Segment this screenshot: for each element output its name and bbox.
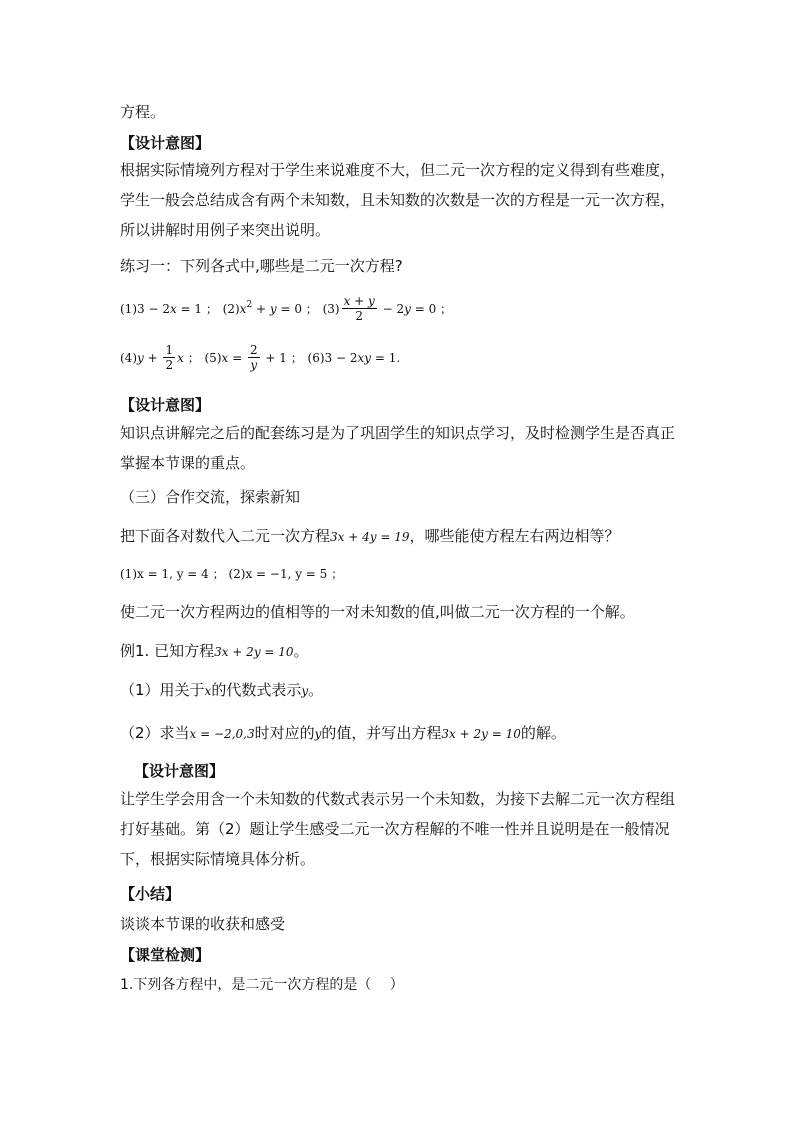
value-pairs: (1)x = 1, y = 4 ； (2)x = −1, y = 5 ； (120, 567, 344, 581)
question-line: 把下面各对数代入二元一次方程3x + 4y = 19，哪些能使方程左右两边相等？ (120, 527, 620, 545)
test-question-1: 1.下列各方程中，是二元一次方程的是（ ） (120, 977, 404, 993)
paragraph-design-intent: 知识点讲解完之后的配套练习是为了巩固学生的知识点学习，及时检测学生是否真正掌握本节课的重点。 (120, 424, 676, 472)
subquestion-1: （1）用关于x的代数式表示y。 (120, 681, 324, 699)
paragraph-design-intent: 让学生学会用含一个未知数的代数式表示另一个未知数，为接下去解二元一次方程组打好基础。第（2）题让学生感受二元一次方程解的不唯一性并且说明是在一般情况下，根据实际情境具体分析。 (120, 790, 676, 868)
exercise-title: 练习一：下列各式中,哪些是二元一次方程? (120, 257, 403, 275)
fraction: $\frac{x + y}{2}$ (343, 294, 375, 323)
summary-text: 谈谈本节课的收获和感受 (120, 915, 286, 933)
section-title: （三）合作交流，探索新知 (120, 488, 301, 506)
heading-summary: 【小结】 (120, 885, 181, 903)
heading-design-intent: 【设计意图】 (120, 396, 211, 414)
fraction: $\frac{2}{y}$ (249, 343, 258, 372)
heading-design-intent: 【设计意图】 (120, 134, 211, 152)
fraction: $\frac{1}{2}$ (165, 343, 174, 372)
exercise-row-2: (4)y + $\frac{1}{2}$ x ； (5)x = $\frac{2}{y}$ + 1 ； (6)3 − 2xy = 1. (120, 343, 401, 372)
heading-design-intent: 【设计意图】 (134, 762, 225, 780)
exercise-row-1: (1)3 − 2x = 1 ； $(2)x^2 + y = 0$ ； (3) $\frac{x + y}{2}$ − 2y = 0 ； (120, 294, 453, 323)
example-line: 例1. 已知方程3x + 2y = 10。 (120, 642, 309, 660)
subquestion-2: （2）求当x = −2,0,3时对应的y的值，并写出方程3x + 2y = 10的解。 (120, 724, 566, 742)
definition-line: 使二元一次方程两边的值相等的一对未知数的值,叫做二元一次方程的一个解。 (120, 603, 635, 621)
text-line: 方程。 (120, 103, 166, 121)
paragraph-design-intent: 根据实际情境列方程对于学生来说难度不大，但二元一次方程的定义得到有些难度，学生一般会总结成含有两个未知数，且未知数的次数是一次的方程是一元一次方程，所以讲解时用例子来突出说明。 (120, 161, 676, 239)
heading-classroom-test: 【课堂检测】 (120, 946, 211, 964)
